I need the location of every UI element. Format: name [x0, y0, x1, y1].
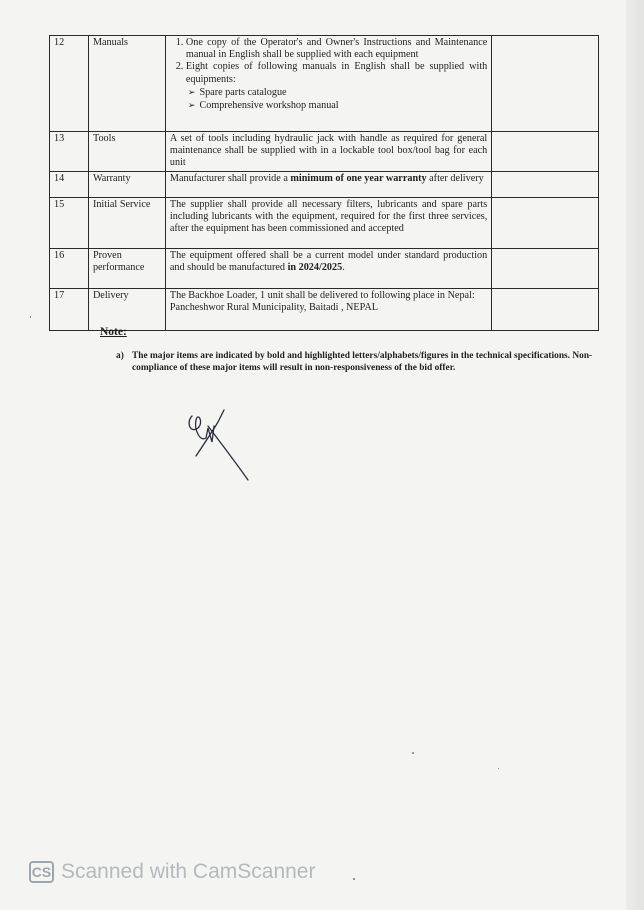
- row-number: 15: [50, 197, 89, 248]
- desc-text: Manufacturer shall provide a: [169, 172, 291, 184]
- desc-line: Pancheshwor Rural Municipality, Baitadi , NEPAL: [169, 301, 378, 313]
- table-row: [50, 197, 599, 248]
- compliance-cell: [492, 132, 599, 172]
- note-title: Note:: [100, 326, 127, 338]
- table-row: [50, 288, 599, 330]
- table-row: [50, 248, 599, 288]
- row-description: The supplier shall provide all necessary filters, lubricants and spare parts including lubricants with the equipment, required for the first three services, after the equipment has been commissioned and accepted: [165, 197, 491, 248]
- scan-speck: [498, 768, 499, 769]
- row-item: Proven performance: [88, 248, 165, 288]
- manuals-sublist: [186, 86, 487, 112]
- row-item: Delivery: [88, 288, 165, 330]
- scan-speck: [353, 878, 355, 880]
- row-number: 14: [50, 171, 89, 197]
- list-item-text: Eight copies of following manuals in English shall be supplied with equipments:: [185, 61, 488, 85]
- compliance-cell: [492, 248, 599, 288]
- table-row: [50, 171, 599, 197]
- list-item: 1. One copy of the Operator's and Owner's Instructions and Maintenance manual in English shall be supplied with each equipment: [186, 37, 487, 61]
- handwritten-signature: [178, 398, 258, 488]
- row-description: [165, 288, 491, 330]
- note-body: [116, 350, 621, 374]
- row-number: 16: [50, 248, 89, 288]
- table-row: [50, 36, 599, 132]
- row-description: [165, 248, 491, 288]
- desc-text: after delivery: [426, 172, 484, 184]
- scan-speck: [30, 316, 31, 318]
- page-edge: [626, 0, 644, 910]
- row-item: Initial Service: [88, 197, 165, 248]
- row-item: Warranty: [88, 171, 165, 197]
- table-row: [50, 132, 599, 172]
- desc-text: The equipment offered shall be a current model under standard production and should be manufactured: [169, 249, 488, 273]
- compliance-cell: [492, 288, 599, 330]
- row-number: 17: [50, 288, 89, 330]
- camscanner-watermark: [29, 860, 315, 884]
- row-number: 13: [50, 132, 89, 172]
- desc-text: .: [342, 261, 345, 273]
- row-number: 12: [50, 36, 89, 132]
- camscanner-logo-icon: CS: [29, 861, 54, 883]
- row-description: A set of tools including hydraulic jack with handle as required for general maintenance shall be supplied with in a lockable tool box/tool bag for each unit: [165, 132, 491, 172]
- row-description: [165, 36, 491, 132]
- scan-speck: [412, 752, 414, 754]
- row-item: Tools: [88, 132, 165, 172]
- desc-bold-text: in 2024/2025: [287, 261, 343, 273]
- list-item: ➢ Comprehensive workshop manual: [200, 99, 487, 112]
- row-item: Manuals: [88, 36, 165, 132]
- list-item: [186, 61, 487, 112]
- note-text: The major items are indicated by bold and highlighted letters/alphabets/figures in the technical specifications. Non-compliance of these major items will result in non-responsiveness of the bid offer.: [132, 351, 593, 373]
- compliance-cell: [492, 197, 599, 248]
- specification-table: [49, 35, 599, 331]
- compliance-cell: [492, 171, 599, 197]
- compliance-cell: [492, 36, 599, 132]
- row-description: [165, 171, 491, 197]
- watermark-text: Scanned with CamScanner: [61, 860, 316, 883]
- manuals-list: [170, 37, 487, 112]
- desc-bold-text: minimum of one year warranty: [290, 172, 427, 184]
- desc-line: The Backhoe Loader, 1 unit shall be delivered to following place in Nepal:: [169, 289, 475, 301]
- list-item: ➢ Spare parts catalogue: [200, 86, 487, 99]
- note-label: a): [116, 351, 124, 361]
